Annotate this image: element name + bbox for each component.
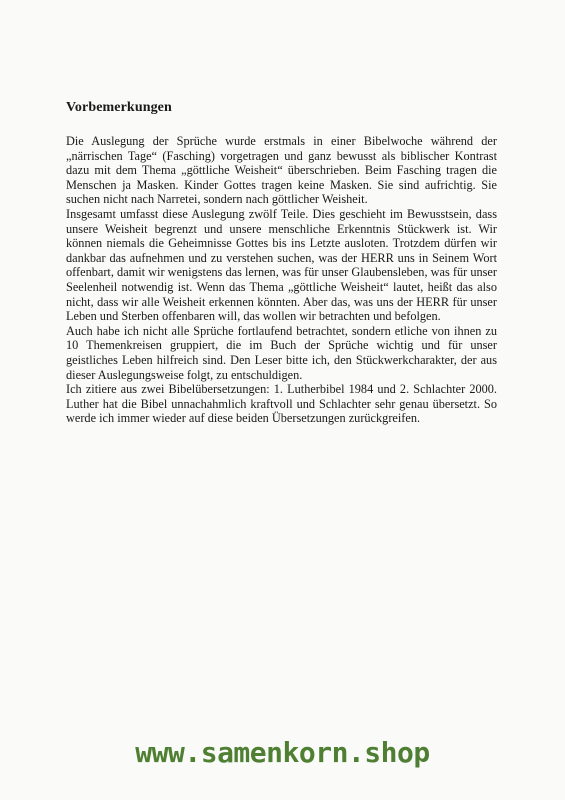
document-body — [66, 100, 497, 426]
paragraph-2: Insgesamt umfasst diese Auslegung zwölf Teile. Dies geschieht im Bewusstsein, dass unsere Weisheit begrenzt und unsere menschliche Erkenntnis Stückwerk ist. Wir können niemals die Geheimnisse Gottes bis ins Letzte ausloten. Trotzdem dürfen wir dankbar das aufnehmen und zu verstehen suchen, was der HERR uns in Seinem Wort offenbart, damit wir wenigstens das lernen, was für unser Glaubensleben, was für unser Seelenheil notwendig ist. Wenn das Thema „göttliche Weisheit“ lautet, heißt das also nicht, dass wir alle Weisheit erkennen könnten. Aber das, was uns der HERR für unser Leben und Sterben offenbaren will, das wollen wir betrachten und befolgen. — [66, 206, 497, 324]
section-heading: Vorbemerkungen — [66, 100, 172, 115]
watermark-url: www.samenkorn.shop — [135, 736, 430, 769]
paragraph-1: Die Auslegung der Sprüche wurde erstmals in einer Bibelwoche während der „närrischen Tage“ (Fasching) vorgetragen und ganz bewusst als biblischer Kontrast dazu mit dem Thema „göttliche Weisheit“ überschrieben. Beim Fasching tragen die Menschen ja Masken. Kinder Gottes tragen keine Masken. Sie sind aufrichtig. Sie suchen nicht nach Narretei, sondern nach göttlicher Weisheit. — [66, 134, 497, 207]
paragraph-4: Ich zitiere aus zwei Bibelübersetzungen: 1. Lutherbibel 1984 und 2. Schlachter 2000. Luther hat die Bibel unnachahmlich kraftvoll und Schlachter sehr genau übersetzt. So werde ich immer wieder auf diese beiden Übersetzungen zurückgreifen. — [66, 382, 497, 426]
paragraph-3: Auch habe ich nicht alle Sprüche fortlaufend betrachtet, sondern etliche von ihnen zu 10 Themenkreisen gruppiert, die im Buch der Sprüche wichtig und für unser geistliches Leben hilfreich sind. Den Leser bitte ich, den Stückwerkcharakter, der aus dieser Auslegungsweise folgt, zu entschuldigen. — [66, 323, 497, 382]
